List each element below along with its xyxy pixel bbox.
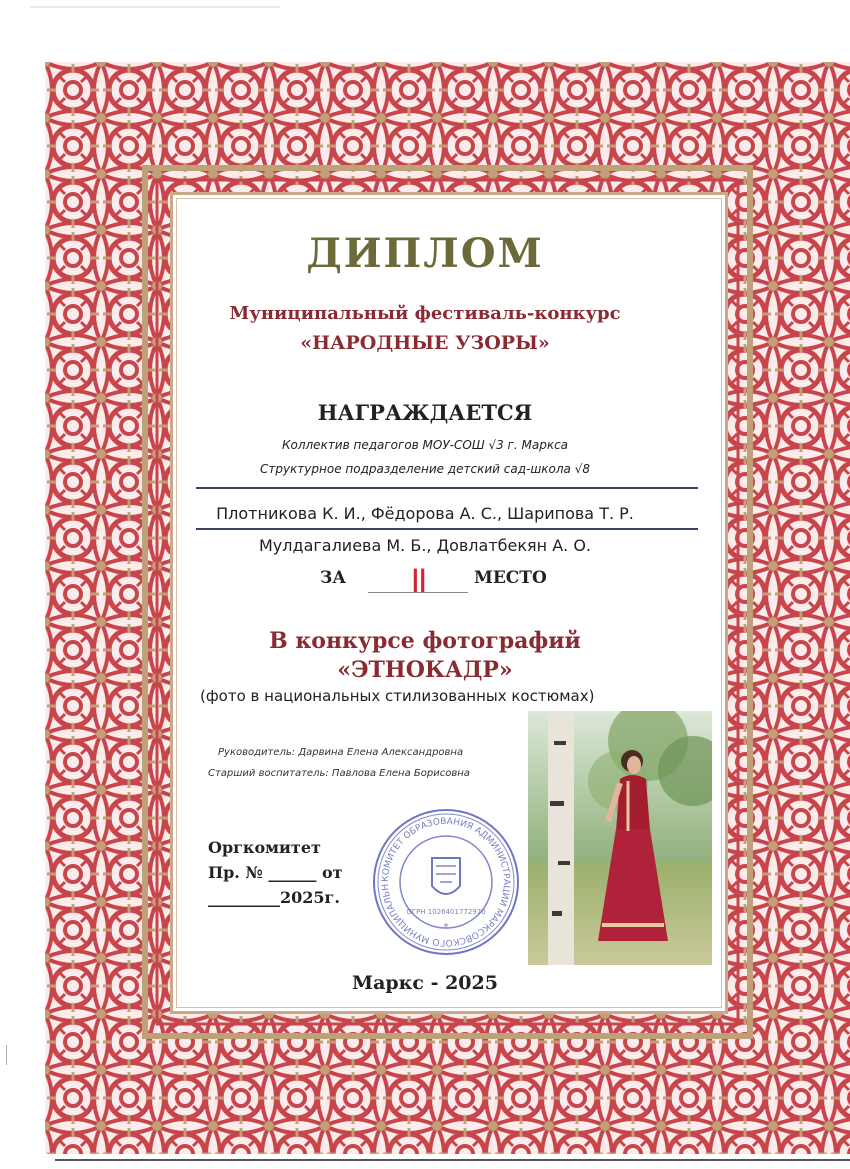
collective-line2: Структурное подразделение детский сад-школа √8 <box>259 462 591 476</box>
official-stamp <box>370 806 522 958</box>
order-date-line: _________2025г. <box>208 888 340 907</box>
order-number-line: Пр. № ______ от <box>208 863 343 882</box>
contest-line1: В конкурсе фотографий <box>269 628 581 654</box>
orgcommittee-label: Оргкомитет <box>208 838 321 857</box>
festival-name-line2: «НАРОДНЫЕ УЗОРЫ» <box>300 332 550 354</box>
place-value: II <box>410 562 426 600</box>
orgcommittee-block <box>208 835 343 910</box>
recipient-names-line1: Плотникова К. И., Фёдорова А. С., Шарипова Т. Р. <box>216 504 634 523</box>
svg-text:КОМИТЕТ ОБРАЗОВАНИЯ АДМИНИСТРА: КОМИТЕТ ОБРАЗОВАНИЯ АДМИНИСТРАЦИИ МАРКСОВСКОГО МУНИЦИПАЛЬН <box>380 816 512 948</box>
scan-edge-top <box>30 6 280 8</box>
divider-line <box>196 487 698 489</box>
mesto-label: МЕСТО <box>474 568 547 588</box>
contest-line2: «ЭТНОКАДР» <box>337 657 513 683</box>
svg-text:*: * <box>443 922 449 933</box>
place-row <box>0 562 850 600</box>
scan-mark <box>6 1045 7 1065</box>
senior-teacher-line: Старший воспитатель: Павлова Елена Борисовна <box>208 768 470 779</box>
svg-text:ОГРН 1026401772970: ОГРН 1026401772970 <box>406 908 486 916</box>
city-year: Маркс - 2025 <box>352 972 498 994</box>
photo-woman-in-costume <box>528 711 712 965</box>
festival-name-line1: Муниципальный фестиваль-конкурс <box>229 303 621 324</box>
awarded-heading: НАГРАЖДАЕТСЯ <box>317 400 533 425</box>
diploma-title: ДИПЛОМ <box>306 230 544 277</box>
leader-line: Руководитель: Дарвина Елена Александровна <box>218 747 464 758</box>
contest-photo <box>528 711 712 965</box>
divider-line <box>196 528 698 530</box>
collective-line1: Коллектив педагогов МОУ-СОШ √3 г. Маркса <box>281 438 569 452</box>
stamp-seal <box>370 806 522 958</box>
scan-edge-bottom <box>55 1159 850 1161</box>
recipient-names-line2: Мулдагалиева М. Б., Довлатбекян А. О. <box>259 536 591 555</box>
za-label: ЗА <box>320 568 347 588</box>
contest-subtitle: (фото в национальных стилизованных костюмах) <box>200 687 595 705</box>
